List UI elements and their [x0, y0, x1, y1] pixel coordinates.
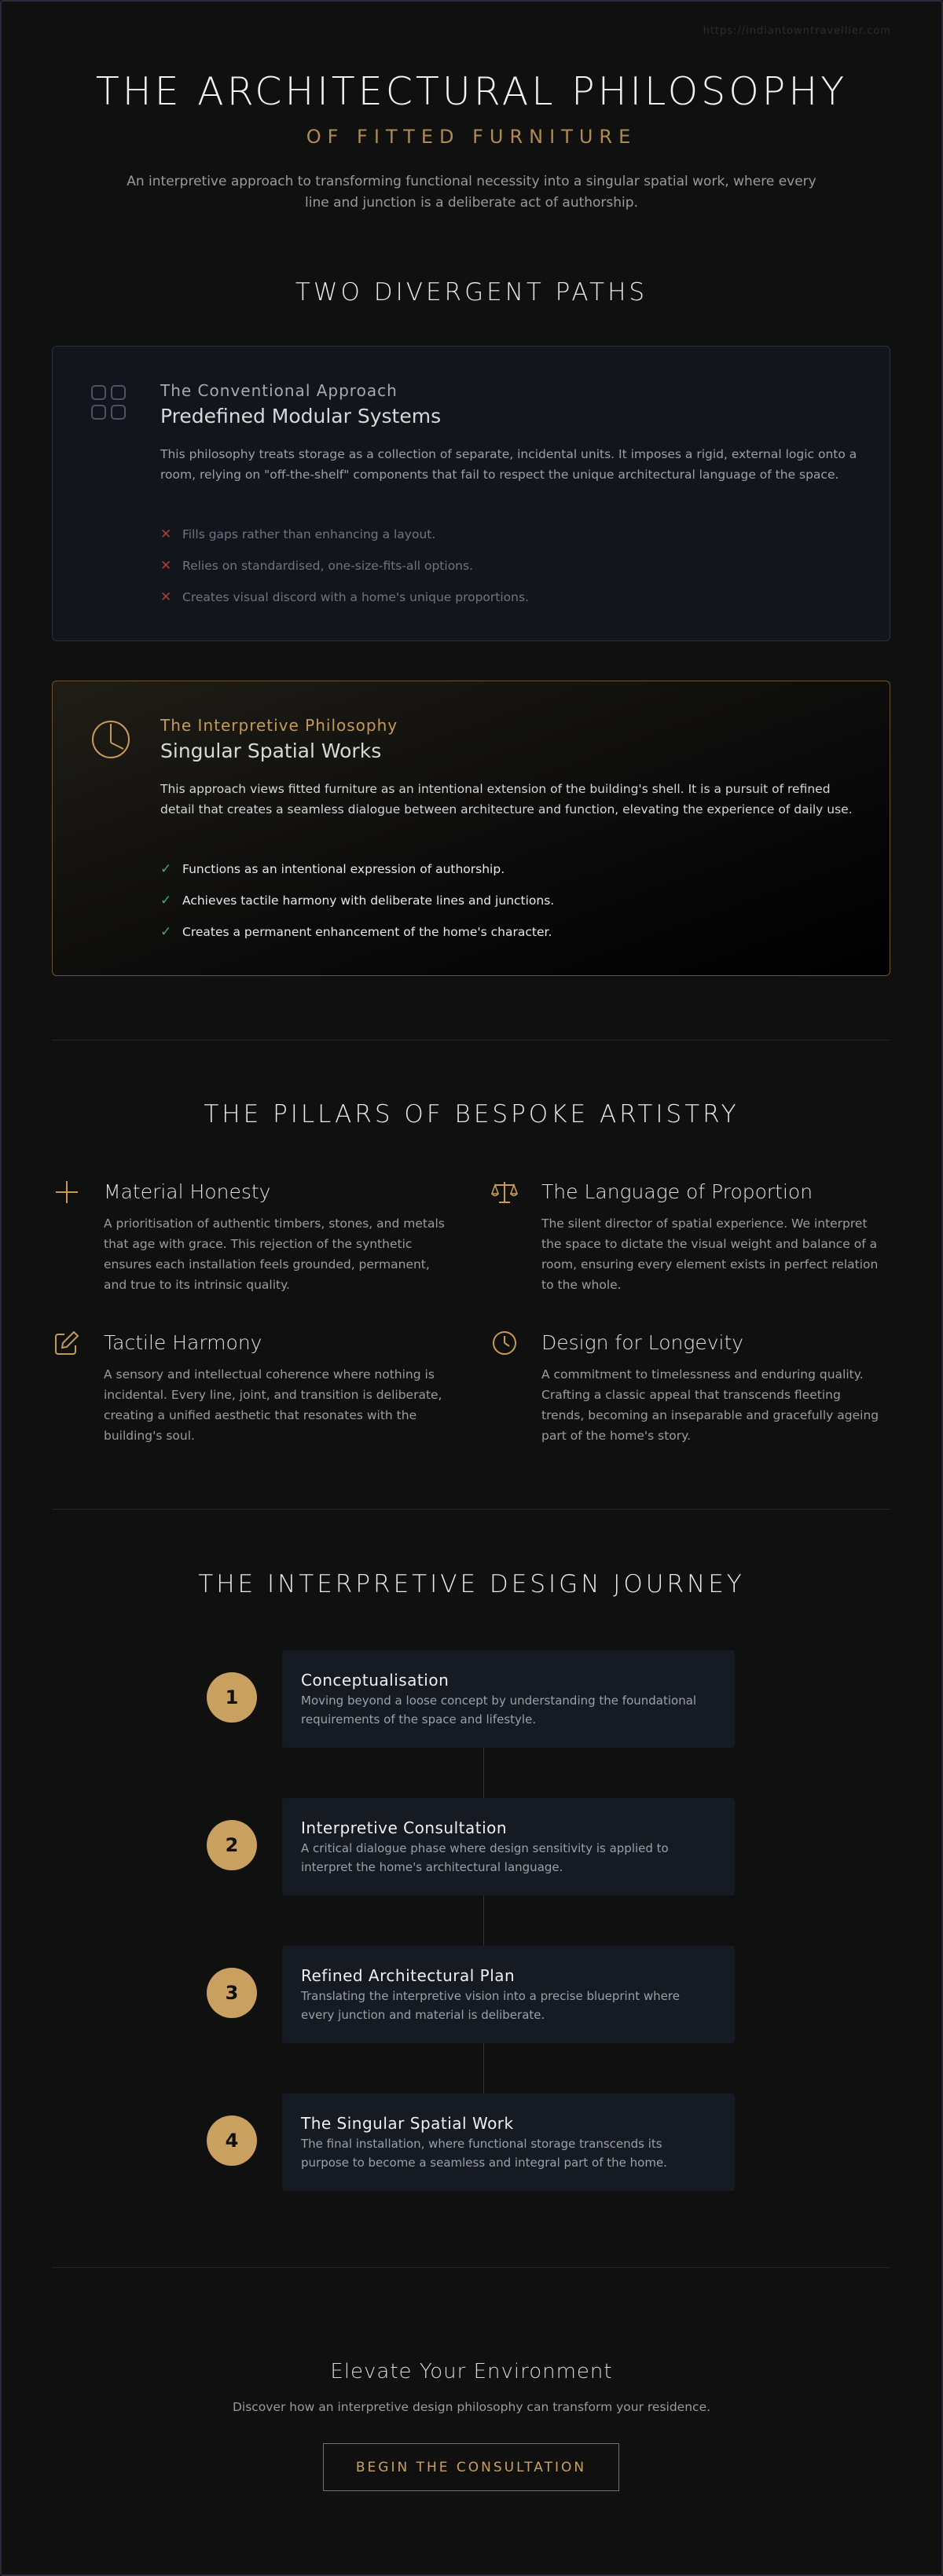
conventional-approach-card	[52, 346, 890, 641]
interpretive-philosophy-card	[52, 681, 890, 976]
cross-icon: ✕	[160, 558, 172, 574]
hero-description: An interpretive approach to transforming functional necessity into a singular spatial work, where every line and junction is a deliberate act of authorship.	[127, 174, 816, 211]
pencil-icon	[53, 1330, 80, 1356]
list-item: ✕ Creates visual discord with a home's unique proportions.	[160, 587, 529, 618]
step-title: The Singular Spatial Work	[301, 2114, 514, 2133]
hero-title: THE ARCHITECTURAL PHILOSOPHY	[95, 69, 848, 114]
pillar-language-of-proportion	[491, 1179, 884, 1297]
cta-description: Discover how an interpretive design philosophy can transform your residence.	[232, 2400, 711, 2414]
cross-icon: ✕	[160, 589, 172, 605]
interpretive-description: This approach views fitted furniture as an intentional extension of the building's shell. It is a pursuit of refined detail that creates a seamless dialogue between architecture and function, elevating the experience of daily use.	[160, 782, 853, 816]
pillar-title: Tactile Harmony	[104, 1331, 262, 1354]
pillar-description: A sensory and intellectual coherence where nothing is incidental. Every line, joint, and transition is deliberate, creating a unified aesthetic that resonates with the building's soul.	[104, 1367, 442, 1443]
list-item: ✓ Achieves tactile harmony with deliberate lines and junctions.	[160, 890, 554, 922]
step-title: Refined Architectural Plan	[301, 1966, 516, 1985]
list-item: ✕ Relies on standardised, one-size-fits-all options.	[160, 556, 529, 587]
step-title: Conceptualisation	[301, 1671, 449, 1690]
step-number-badge: 3	[207, 1968, 257, 2018]
pillar-design-for-longevity	[491, 1330, 884, 1448]
step-number-badge: 4	[207, 2115, 257, 2166]
scale-icon	[491, 1179, 518, 1205]
step-card	[282, 1798, 735, 1895]
cta-title: Elevate Your Environment	[330, 2360, 613, 2383]
conventional-points-list	[160, 524, 529, 618]
step-description: The final installation, where functional storage transcends its purpose to become a seamless and integral part of the home.	[301, 2137, 667, 2170]
paths-section-title: TWO DIVERGENT PATHS	[295, 278, 648, 306]
interpretive-title: Singular Spatial Works	[160, 739, 382, 762]
step-card	[282, 1946, 735, 2043]
check-icon: ✓	[160, 893, 172, 908]
pillar-description: The silent director of spatial experience. We interpret the space to dictate the visual weight and balance of a room, ensuring every element exists in perfect relation to the whole.	[541, 1216, 879, 1292]
journey-section-title: THE INTERPRETIVE DESIGN JOURNEY	[198, 1570, 745, 1598]
check-icon: ✓	[160, 861, 172, 877]
list-item: ✓ Functions as an intentional expression of authorship.	[160, 859, 554, 890]
compass-icon	[90, 719, 128, 757]
conventional-eyebrow: The Conventional Approach	[160, 381, 398, 400]
step-card	[282, 1650, 735, 1748]
step-description: A critical dialogue phase where design sensitivity is applied to interpret the home's architectural language.	[301, 1841, 669, 1874]
cross-icon: ✕	[160, 527, 172, 542]
interpretive-points-list	[160, 859, 554, 953]
pillar-tactile-harmony	[53, 1330, 446, 1448]
step-title: Interpretive Consultation	[301, 1818, 508, 1837]
step-number-badge: 2	[207, 1820, 257, 1870]
journey-step-3	[207, 1946, 735, 2043]
pillar-material-honesty	[53, 1179, 446, 1297]
step-card	[282, 2093, 735, 2191]
section-divider	[52, 1509, 890, 1510]
grid-icon	[90, 384, 128, 422]
pillar-description: A commitment to timelessness and enduring quality. Crafting a classic appeal that transcends fleeting trends, becoming an inseparable and gracefully ageing part of the home's story.	[541, 1367, 879, 1443]
step-number-badge: 1	[207, 1672, 257, 1723]
journey-step-2	[207, 1798, 735, 1895]
check-icon: ✓	[160, 924, 172, 940]
conventional-description: This philosophy treats storage as a collection of separate, incidental units. It imposes a rigid, external logic onto a room, relying on "off-the-shelf" components that fail to respect the unique architectural language of the space.	[160, 447, 857, 482]
pillar-title: The Language of Proportion	[541, 1180, 813, 1203]
list-item: ✓ Creates a permanent enhancement of the home's character.	[160, 922, 554, 953]
pillar-title: Material Honesty	[104, 1180, 271, 1203]
step-description: Translating the interpretive vision into a precise blueprint where every junction and material is deliberate.	[301, 1989, 680, 2022]
conventional-title: Predefined Modular Systems	[160, 405, 442, 427]
interpretive-eyebrow: The Interpretive Philosophy	[160, 716, 398, 735]
list-item: ✕ Fills gaps rather than enhancing a layout.	[160, 524, 529, 556]
pillars-section-title: THE PILLARS OF BESPOKE ARTISTRY	[204, 1100, 739, 1128]
page-url: https://indiantowntravellier.com	[703, 25, 891, 37]
journey-step-4	[207, 2093, 735, 2191]
journey-step-1	[207, 1650, 735, 1748]
step-description: Moving beyond a loose concept by understanding the foundational requirements of the space and lifestyle.	[301, 1693, 697, 1727]
clock-icon	[491, 1330, 518, 1356]
pillar-description: A prioritisation of authentic timbers, stones, and metals that age with grace. This rejection of the synthetic ensures each installation feels grounded, permanent, and true to its intrinsic quality.	[104, 1216, 445, 1292]
pillar-title: Design for Longevity	[541, 1331, 744, 1354]
section-divider	[52, 2267, 890, 2268]
begin-consultation-button[interactable]: BEGIN THE CONSULTATION	[323, 2443, 619, 2491]
plus-icon	[53, 1179, 80, 1205]
hero-subtitle: OF FITTED FURNITURE	[306, 126, 637, 148]
